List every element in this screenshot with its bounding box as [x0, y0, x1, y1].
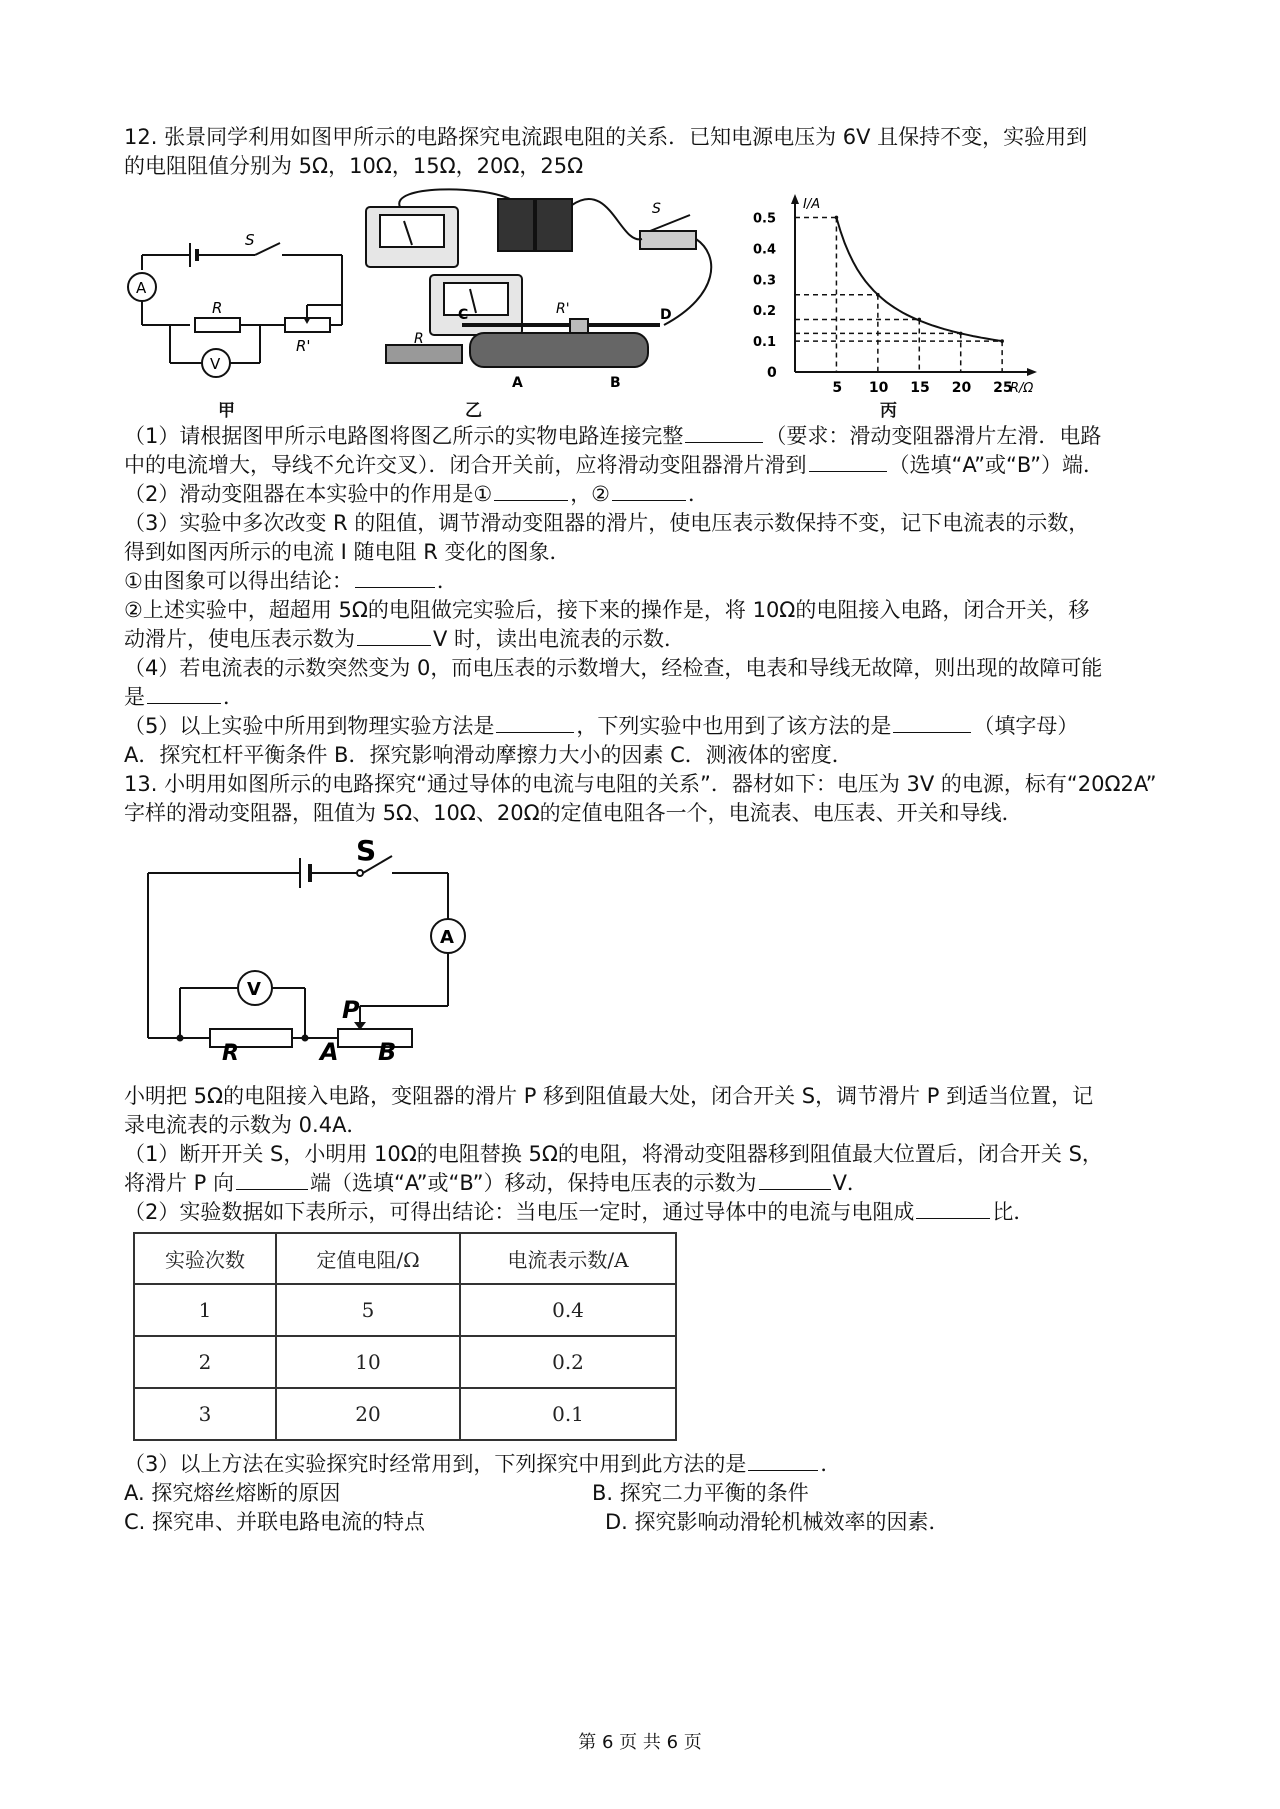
resistor-label-q13: R: [222, 1041, 239, 1063]
y-tick-label: 0.4: [753, 242, 777, 258]
circuit-diagram-jia: [120, 225, 360, 415]
q12-intro-line1: 12. 张景同学利用如图甲所示的电路探究电流跟电阻的关系．已知电源电压为 6V 且保持不变，实验用到: [124, 125, 1088, 149]
table-cell: 1: [134, 1284, 276, 1336]
q12-part3-line1: （3）实验中多次改变 R 的阻值，调节滑动变阻器的滑片，使电压表示数保持不变，记下电流表的示数，: [124, 511, 1090, 535]
switch-label: S: [245, 231, 255, 249]
table-row: [134, 1336, 676, 1388]
q13-part1-line1: （1）断开开关 S，小明用 10Ω的电阻替换 5Ω的电阻，将滑动变阻器移到阻值最大位置后，闭合开关 S，: [124, 1142, 1103, 1166]
table-cell: 10: [276, 1336, 460, 1388]
experiment-data-table: [133, 1232, 677, 1441]
q13-part2: （2）实验数据如下表所示，可得出结论：当电压一定时，通过导体中的电流与电阻成 比．: [124, 1200, 1035, 1224]
terminal-B-label: B: [610, 375, 621, 391]
physical-circuit-yi: [360, 185, 740, 415]
q13-part3: （3）以上方法在实验探究时经常用到，下列探究中用到此方法的是 ．: [124, 1452, 842, 1476]
resistor-label-yi: R: [414, 331, 424, 347]
terminal-C-label: C: [458, 307, 469, 323]
sliding-rheostat-device: [470, 333, 648, 367]
switch-label-yi: S: [652, 201, 661, 217]
fig-caption-bing: 丙: [880, 401, 897, 421]
table-cell: 2: [134, 1336, 276, 1388]
answer-blank[interactable]: [147, 683, 221, 704]
q13-intro-line1: 13. 小明用如图所示的电路探究“通过导体的电流与电阻的关系”．器材如下：电压为 3V 的电源，标有“20Ω2A”: [124, 772, 1157, 796]
answer-blank[interactable]: [748, 1450, 818, 1471]
table-header-cell: 实验次数: [134, 1233, 276, 1284]
answer-blank[interactable]: [236, 1169, 308, 1190]
table-cell: 5: [276, 1284, 460, 1336]
option-B: B. 探究二力平衡的条件: [592, 1481, 809, 1505]
q13-part1-line2: 将滑片 P 向 端（选填“A”或“B”）移动，保持电压表的示数为 V．: [124, 1171, 868, 1195]
table-header-cell: 定值电阻/Ω: [276, 1233, 460, 1284]
voltmeter-label-q13: V: [247, 979, 261, 1000]
x-tick-label: 15: [910, 380, 930, 396]
x-tick-label: 20: [951, 380, 972, 396]
q12-part3-conclusion: ①由图象可以得出结论： ．: [124, 569, 458, 593]
answer-blank[interactable]: [355, 567, 435, 588]
q12-part3-step-line1: ②上述实验中，超超用 5Ω的电阻做完实验后，接下来的操作是，将 10Ω的电阻接入电路，闭合开关，移: [124, 598, 1090, 622]
voltmeter-label: V: [210, 355, 221, 373]
q12-part5: （5）以上实验中所用到物理实验方法是 ，下列实验中也用到了该方法的是 （填字母）: [124, 714, 1079, 738]
table-cell: 3: [134, 1388, 276, 1440]
y-tick-label: 0.5: [753, 211, 777, 227]
answer-blank[interactable]: [759, 1169, 831, 1190]
data-point: [959, 332, 963, 336]
q12-part3-step-line2: 动滑片，使电压表示数为 V 时，读出电流表的示数．: [124, 627, 686, 651]
table-row: [134, 1284, 676, 1336]
end-B-label: B: [378, 1038, 397, 1063]
knife-switch: [640, 231, 696, 249]
data-point: [1000, 339, 1004, 343]
table-cell: 0.2: [460, 1336, 676, 1388]
answer-blank[interactable]: [809, 451, 887, 472]
table-cell: 0.4: [460, 1284, 676, 1336]
terminal-D-label: D: [660, 307, 672, 323]
current-resistance-chart: [745, 192, 1045, 412]
table-row: [134, 1388, 676, 1440]
y-axis-label: I/A: [803, 197, 821, 212]
x-tick-label: 10: [868, 380, 889, 396]
slider-P-label: P: [342, 996, 360, 1024]
q13-intro-line2: 字样的滑动变阻器，阻值为 5Ω、10Ω、20Ω的定值电阻各一个，电流表、电压表、开关和导线．: [124, 801, 1023, 825]
rheostat-label-yi: R': [556, 301, 570, 317]
data-point: [917, 318, 921, 322]
data-point: [876, 293, 880, 297]
rheostat-label: R': [296, 337, 311, 355]
answer-blank[interactable]: [685, 422, 763, 443]
x-axis-label: R/Ω: [1010, 381, 1034, 396]
switch-label-q13: S: [356, 834, 377, 867]
answer-blank[interactable]: [496, 712, 574, 733]
fig-caption-jia: 甲: [218, 401, 235, 421]
y-tick-label: 0.1: [753, 335, 777, 351]
answer-blank[interactable]: [494, 480, 568, 501]
fixed-resistor-device: [386, 345, 462, 363]
q12-part4-line2: 是 ．: [124, 685, 244, 709]
q13-setup-line2: 录电流表的示数为 0.4A．: [124, 1113, 368, 1137]
fig-caption-yi: 乙: [465, 401, 482, 421]
end-A-label: A: [320, 1038, 339, 1063]
answer-blank[interactable]: [357, 625, 431, 646]
option-D: D. 探究影响动滑轮机械效率的因素．: [605, 1510, 950, 1534]
page-footer: 第 6 页 共 6 页: [578, 1732, 702, 1753]
rheostat-symbol-q13: [338, 1029, 412, 1047]
resistor-R-symbol: [195, 318, 240, 332]
table-cell: 0.1: [460, 1388, 676, 1440]
terminal-A-label: A: [512, 375, 523, 391]
ammeter-label-q13: A: [440, 927, 454, 948]
q12-part1-line2: 中的电流增大，导线不允许交叉）．闭合开关前，应将滑动变阻器滑片滑到 （选填“A”或“B”）端．: [124, 453, 1105, 477]
data-point: [835, 216, 839, 220]
answer-blank[interactable]: [916, 1198, 990, 1219]
battery-cell-1: [498, 199, 534, 251]
table-cell: 20: [276, 1388, 460, 1440]
q13-setup-line1: 小明把 5Ω的电阻接入电路，变阻器的滑片 P 移到阻值最大处，闭合开关 S，调节滑片 P 到适当位置，记: [124, 1084, 1094, 1108]
option-A: A. 探究熔丝熔断的原因: [124, 1481, 341, 1505]
q12-part2: （2）滑动变阻器在本实验中的作用是① ，② ．: [124, 482, 710, 506]
q12-part4-line1: （4）若电流表的示数突然变为 0，而电压表的示数增大，经检查，电表和导线无故障，则出现的故障可能: [124, 656, 1103, 680]
table-header-row: [134, 1233, 676, 1284]
q12-part5-options: A．探究杠杆平衡条件 B．探究影响滑动摩擦力大小的因素 C．测液体的密度．: [124, 743, 853, 767]
table-header-cell: 电流表示数/A: [460, 1233, 676, 1284]
answer-blank[interactable]: [893, 712, 971, 733]
q12-part3-line2: 得到如图丙所示的电流 I 随电阻 R 变化的图象．: [124, 540, 571, 564]
origin-label: 0: [767, 365, 777, 381]
q12-part1-line1: （1）请根据图甲所示电路图将图乙所示的实物电路连接完整 （要求：滑动变阻器滑片左滑．电路: [124, 424, 1102, 448]
ammeter-label: A: [136, 279, 147, 297]
q13-circuit-diagram: [130, 828, 470, 1063]
q12-intro-line2: 的电阻阻值分别为 5Ω，10Ω，15Ω，20Ω，25Ω: [124, 154, 584, 178]
option-C: C. 探究串、并联电路电流的特点: [124, 1510, 426, 1534]
x-tick-label: 25: [993, 380, 1013, 396]
x-tick-label: 5: [832, 380, 843, 396]
answer-blank[interactable]: [612, 480, 686, 501]
y-tick-label: 0.2: [753, 304, 777, 320]
battery-cell-2: [536, 199, 572, 251]
y-tick-label: 0.3: [753, 273, 777, 289]
resistor-label: R: [212, 299, 223, 317]
